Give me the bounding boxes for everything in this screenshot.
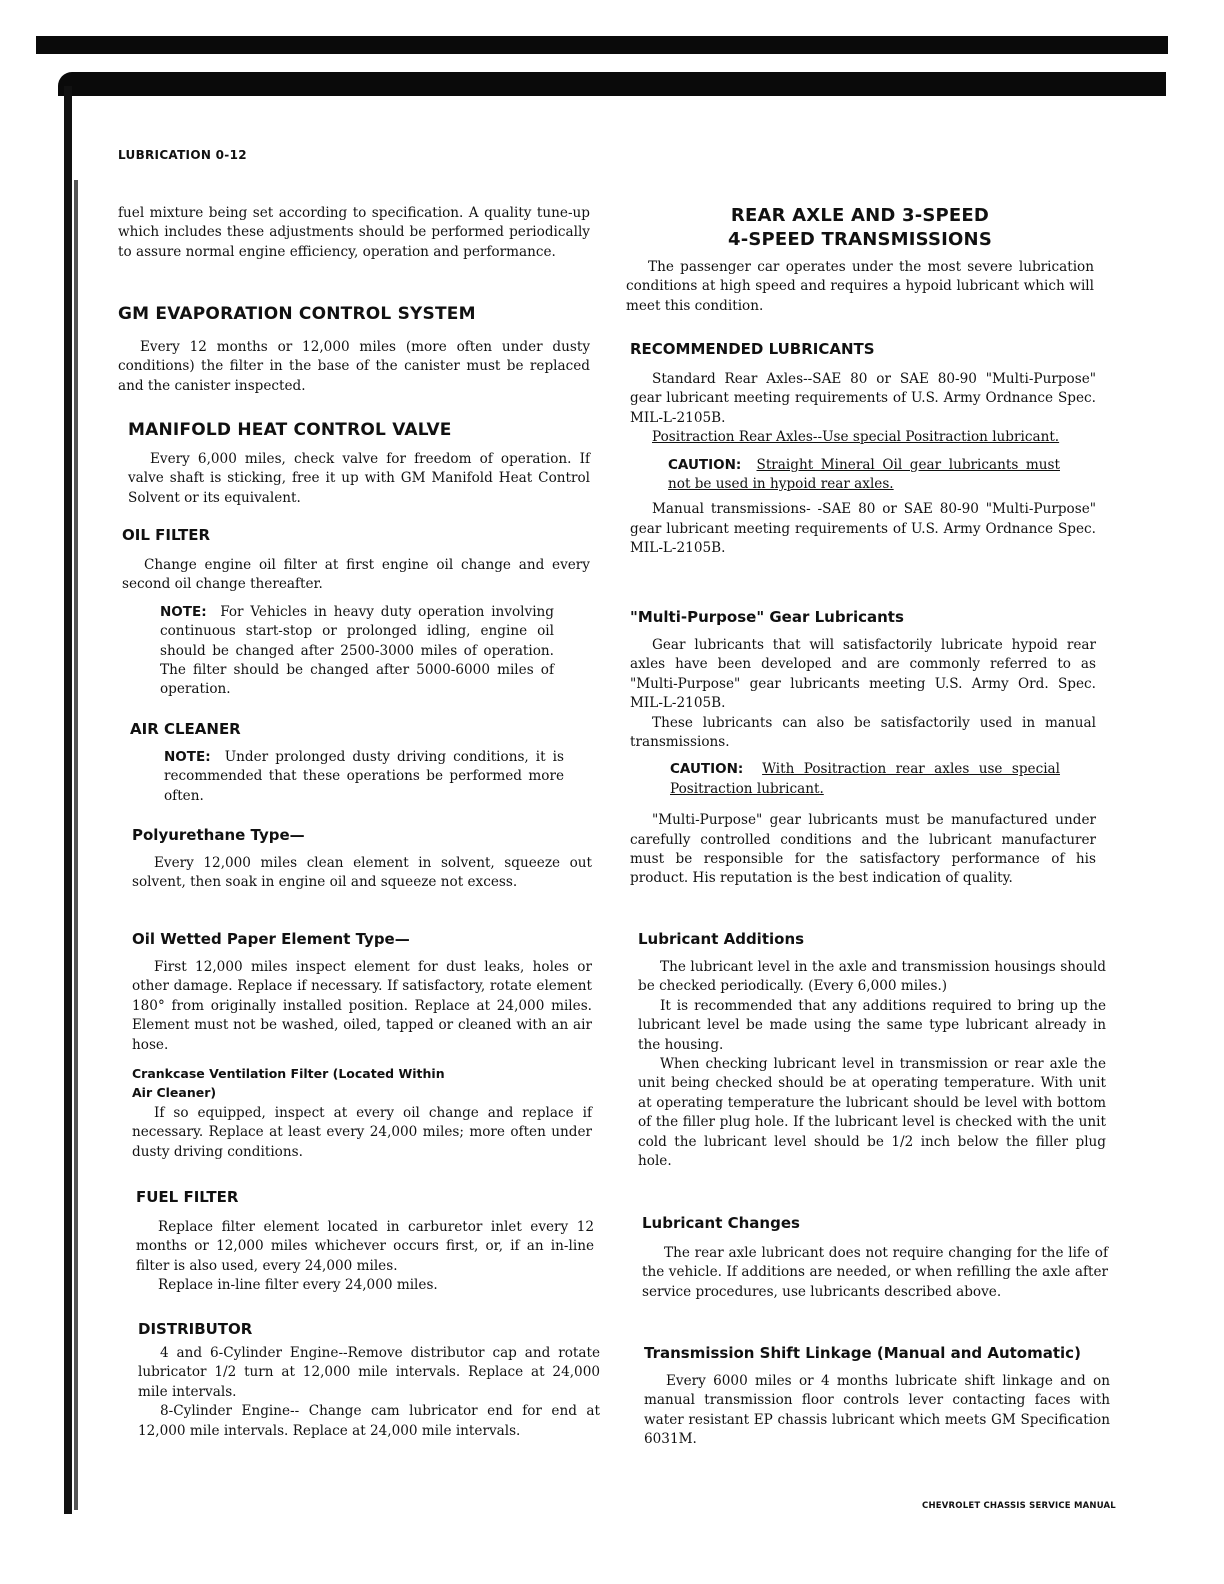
section-text-3: "Multi-Purpose" gear lubricants must be manufactured under carefully controlled conditions and the lubricant manufacturer must be responsible for the satisfactory performance of his product. His reputation is the best indication of quality.: [630, 812, 1096, 887]
section-text: Standard Rear Axles--SAE 80 or SAE 80-90 "Multi-Purpose" gear lubricant meeting requirements of U.S. Army Ordnance Spec. MIL-L-2105B.: [630, 371, 1096, 426]
caution-block: [670, 760, 1060, 799]
section-heading: MANIFOLD HEAT CONTROL VALVE: [128, 420, 452, 440]
section-heading: FUEL FILTER: [136, 1188, 239, 1206]
section-text-3: When checking lubricant level in transmission or rear axle the unit being checked should be at operating temperature. With unit at operating temperature the lubricant should be level with bottom of the filler plug hole. If the lubricant level is checked with the unit cold the lubricant level should be 1/2 inch below the filler plug hole.: [638, 1056, 1106, 1170]
binding-shadow: [74, 180, 78, 1510]
manifold-section: [128, 420, 590, 508]
intro-paragraph: [118, 204, 590, 262]
air-cleaner-section: [130, 720, 590, 806]
shift-linkage-section: [644, 1344, 1110, 1450]
evap-section: [118, 304, 590, 396]
main-heading: [626, 204, 1094, 316]
section-heading-line2: Air Cleaner): [132, 1085, 217, 1100]
paper-element-section: [132, 930, 592, 1055]
section-text: Every 6000 miles or 4 months lubricate shift linkage and on manual transmission floor controls lever contacting faces with water resistant EP chassis lubricant which meets GM Specification 6031M.: [644, 1373, 1110, 1448]
polyurethane-section: [132, 826, 592, 893]
note-text: Under prolonged dusty driving conditions, it is recommended that these operations be performed more often.: [164, 749, 564, 804]
caution-block: [668, 456, 1060, 495]
section-heading: DISTRIBUTOR: [138, 1320, 253, 1338]
oil-filter-section: [122, 526, 590, 700]
recommended-section: [630, 340, 1096, 559]
section-text-3: Manual transmissions- -SAE 80 or SAE 80-90 "Multi-Purpose" gear lubricant meeting requirements of U.S. Army Ordnance Spec. MIL-L-2105B.: [630, 501, 1096, 557]
section-text: 4 and 6-Cylinder Engine--Remove distributor cap and rotate lubricator 1/2 turn at 12,000 mile intervals. Replace at 24,000 mile intervals.: [138, 1345, 600, 1400]
section-text-2: 8-Cylinder Engine-- Change cam lubricator end for end at 12,000 mile intervals. Replace at 24,000 mile intervals.: [138, 1403, 600, 1439]
section-text: Gear lubricants that will satisfactorily lubricate hypoid rear axles have been developed and are commonly referred to as "Multi-Purpose" gear lubricants meeting U.S. Army Ord. Spec. MIL-L-2105B.: [630, 637, 1096, 712]
section-heading: AIR CLEANER: [130, 720, 241, 738]
section-text: If so equipped, inspect at every oil change and replace if necessary. Replace at least every 24,000 miles; more often under dusty driving conditions.: [132, 1105, 592, 1160]
section-heading: "Multi-Purpose" Gear Lubricants: [630, 608, 904, 626]
caution-text: With Positraction rear axles use special Positraction lubricant.: [670, 761, 1060, 797]
main-title-line1: REAR AXLE AND 3-SPEED: [730, 205, 990, 226]
section-text: Every 12,000 miles clean element in solvent, squeeze out solvent, then soak in engine oil and squeeze not excess.: [132, 855, 592, 891]
section-heading: RECOMMENDED LUBRICANTS: [630, 340, 875, 358]
section-text: The rear axle lubricant does not require changing for the life of the vehicle. If additions are needed, or when refilling the axle after service procedures, use lubricants described above.: [642, 1245, 1108, 1300]
top-scan-bar: [36, 36, 1168, 54]
section-text: Replace filter element located in carburetor inlet every 12 months or 12,000 miles whichever occurs first, or, if an in-line filter is also used, every 24,000 miles.: [136, 1219, 594, 1274]
section-text-2: Replace in-line filter every 24,000 miles.: [158, 1277, 438, 1294]
changes-section: [642, 1214, 1108, 1302]
section-heading: Polyurethane Type—: [132, 826, 305, 844]
section-text: First 12,000 miles inspect element for dust leaks, holes or other damage. Replace if necessary. If satisfactory, rotate element 180° from originally installed position. Replace at 24,000 miles. Element must not be washed, oiled, tapped or cleaned with an air hose.: [132, 959, 592, 1053]
caution-text: Straight Mineral Oil gear lubricants must not be used in hypoid rear axles.: [668, 456, 1060, 493]
section-heading: Lubricant Changes: [642, 1214, 800, 1232]
section-heading: Lubricant Additions: [638, 930, 805, 948]
footer-text: CHEVROLET CHASSIS SERVICE MANUAL: [922, 1501, 1116, 1511]
section-text-2: These lubricants can also be satisfactorily used in manual transmissions.: [630, 714, 1096, 751]
caution-label: CAUTION:: [668, 456, 742, 473]
note-block: [160, 603, 554, 700]
section-heading: GM EVAPORATION CONTROL SYSTEM: [118, 304, 476, 324]
section-text: Every 12 months or 12,000 miles (more often under dusty conditions) the filter in the base of the canister must be replaced and the canister inspected.: [118, 339, 590, 394]
crankcase-section: [132, 1064, 592, 1162]
main-title-line2: 4-SPEED TRANSMISSIONS: [727, 229, 992, 250]
section-heading-line1: Crankcase Ventilation Filter (Located Within: [132, 1066, 445, 1081]
binding-edge: [64, 86, 72, 1514]
note-label: NOTE:: [160, 603, 207, 620]
fuel-filter-section: [136, 1188, 594, 1296]
section-heading: OIL FILTER: [122, 526, 211, 544]
note-block: [164, 748, 564, 806]
note-text: For Vehicles in heavy duty operation involving continuous start-stop or prolonged idling, engine oil should be changed after 2500-3000 miles of operation. The filter should be changed after 5000-6000 miles of operation.: [160, 603, 554, 698]
section-heading: Oil Wetted Paper Element Type—: [132, 930, 410, 948]
multi-purpose-section: [630, 608, 1096, 889]
distributor-section: [138, 1320, 600, 1441]
section-text: Change engine oil filter at first engine oil change and every second oil change thereafter.: [122, 557, 590, 593]
additions-section: [638, 930, 1106, 1171]
section-text: Every 6,000 miles, check valve for freedom of operation. If valve shaft is sticking, free it up with GM Manifold Heat Control Solvent or its equivalent.: [128, 451, 590, 506]
positraction-text: Positraction Rear Axles--Use special Positraction lubricant.: [652, 429, 1060, 446]
section-text-2: It is recommended that any additions required to bring up the lubricant level be made using the same type lubricant already in the housing.: [638, 997, 1106, 1053]
page-edge-bar: [58, 72, 1166, 96]
caution-label: CAUTION:: [670, 761, 744, 778]
section-text: The lubricant level in the axle and transmission housings should be checked periodically. (Every 6,000 miles.): [638, 959, 1106, 995]
intro-text: The passenger car operates under the most severe lubrication conditions at high speed and requires a hypoid lubricant which will meet this condition.: [626, 259, 1094, 314]
page-header: LUBRICATION 0-12: [118, 148, 247, 162]
intro-text: fuel mixture being set according to specification. A quality tune-up which includes these adjustments should be performed periodically to assure normal engine efficiency, operation and performance.: [118, 205, 590, 260]
section-heading: Transmission Shift Linkage (Manual and Automatic): [644, 1344, 1081, 1362]
note-label: NOTE:: [164, 749, 211, 765]
